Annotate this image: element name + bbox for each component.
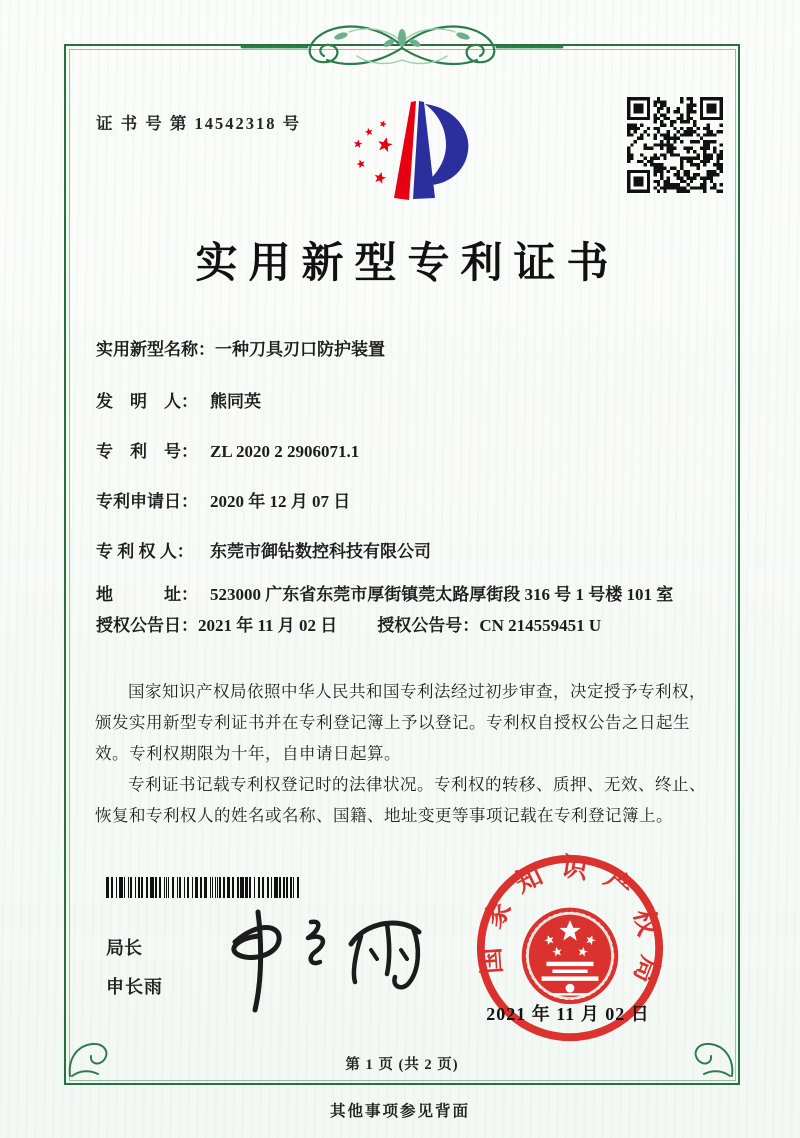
field-value: 熊同英 — [210, 392, 261, 411]
commissioner-signature-icon — [205, 898, 445, 1016]
field-row-utility-model-name — [96, 338, 710, 361]
qr-code-icon — [627, 97, 723, 193]
field-label: 实用新型名称： — [96, 340, 215, 359]
certificate-number: 证 书 号 第 14542318 号 — [96, 114, 302, 133]
field-label: 专 利 权 人： — [96, 542, 194, 561]
barcode-icon — [106, 877, 302, 898]
fields-section — [96, 338, 710, 637]
legal-paragraph-2: 专利证书记载专利权登记时的法律状况。专利权的转移、质押、无效、终止、恢复和专利权人的姓名或名称、国籍、地址变更等事项记载在专利登记簿上。 — [95, 775, 706, 825]
field-value: 东莞市御钻数控科技有限公司 — [210, 542, 431, 561]
legal-text-section — [95, 676, 711, 831]
grant-date-label: 授权公告日： — [96, 616, 198, 635]
signer-name: 申长雨 — [106, 977, 163, 997]
certificate-title: 实用新型专利证书 — [195, 241, 620, 287]
field-label: 专利申请日： — [96, 492, 198, 511]
field-value: 2020 年 12 月 07 日 — [210, 492, 351, 511]
seal-date: 2021 年 11 月 02 日 — [486, 1004, 650, 1024]
field-row-address — [96, 583, 710, 606]
signer-block — [106, 934, 163, 999]
national-emblem-icon — [524, 910, 616, 1002]
seal-circular-text: 国家知识产权局 — [474, 850, 667, 1003]
field-row-patentee — [96, 540, 710, 563]
legal-paragraph-1: 国家知识产权局依照中华人民共和国专利法经过初步审查，决定授予专利权，颁发实用新型专利证书并在专利登记簿上予以登记。专利权自授权公告之日起生效。专利权期限为十年，自申请日起算。 — [95, 682, 706, 763]
cnipa-logo-icon — [338, 88, 478, 216]
page-number: 第 1 页 (共 2 页) — [345, 1057, 459, 1073]
signer-title: 局长 — [106, 938, 142, 958]
field-label: 发 明 人： — [96, 392, 198, 411]
back-note: 其他事项参见背面 — [329, 1103, 470, 1120]
field-value: 一种刀具刃口防护装置 — [215, 340, 385, 359]
field-label: 专 利 号： — [96, 442, 198, 461]
field-label: 地 址： — [96, 585, 198, 604]
grant-number-label: 授权公告号： — [377, 616, 480, 635]
field-value: 523000 广东省东莞市厚街镇莞太路厚街段 316 号 1 号楼 101 室 — [210, 585, 674, 604]
field-row-patent-number — [96, 440, 710, 463]
field-row-grant — [96, 614, 710, 637]
field-row-filing-date — [96, 490, 710, 513]
field-row-inventor — [96, 390, 710, 413]
grant-date-value: 2021 年 11 月 02 日 — [198, 616, 338, 635]
grant-number-value: CN 214559451 U — [479, 616, 602, 635]
field-value: ZL 2020 2 2906071.1 — [210, 442, 360, 461]
border-ornament-top-icon — [237, 16, 567, 80]
